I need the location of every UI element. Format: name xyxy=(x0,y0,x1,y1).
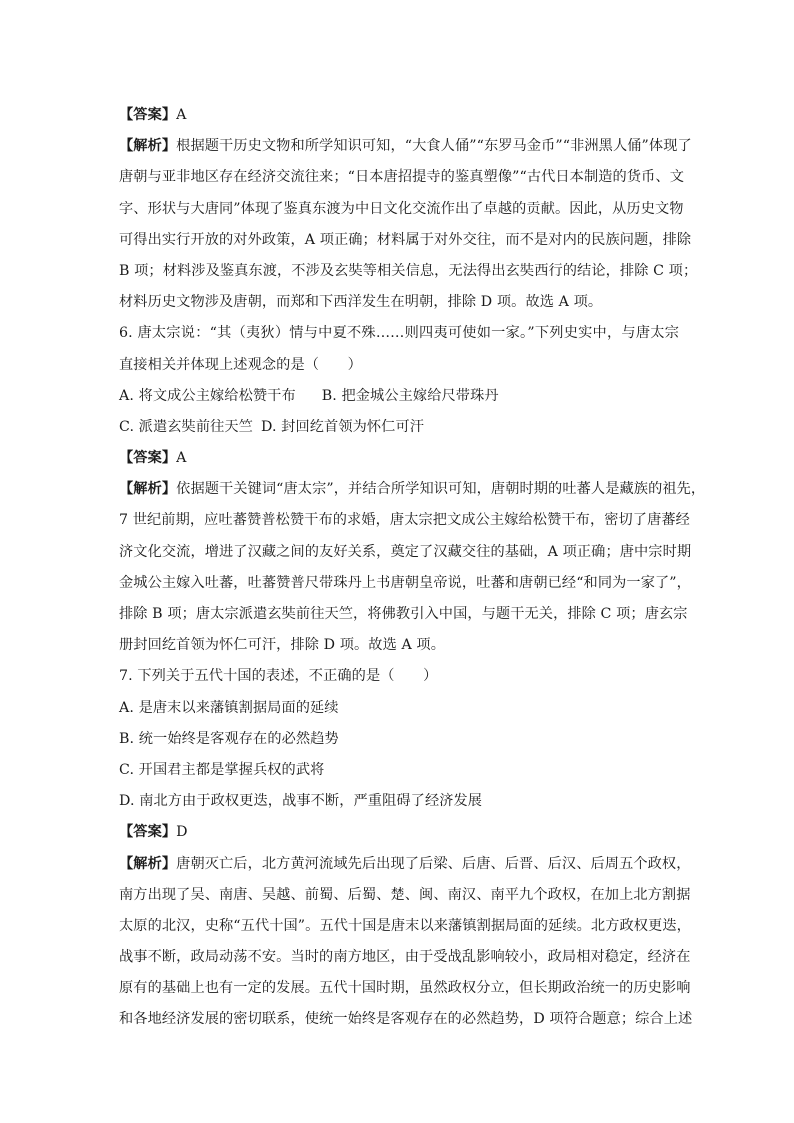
answer-value: A xyxy=(176,107,187,123)
analysis-line xyxy=(119,474,706,505)
answer-line xyxy=(119,443,679,474)
answer-tag: 【答案】 xyxy=(119,107,177,123)
analysis-line: 唐朝与亚非地区存在经济交流往来；“日本唐招提寺的鉴真塑像”“古代日本制造的货币、文 xyxy=(119,169,684,186)
analysis-line: 太原的北汉，史称“五代十国”。五代十国是唐末以来藩镇割据局面的延续。北方政权更迭， xyxy=(119,917,691,934)
analysis-line: 南方出现了吴、南唐、吴越、前蜀、后蜀、楚、闽、南汉、南平九个政权，在加上北方割据 xyxy=(119,886,691,903)
answer-line xyxy=(119,817,679,848)
answer-line xyxy=(119,100,679,131)
analysis-line: 字、形状与大唐同”体现了鉴真东渡为中日文化交流作出了卓越的贡献。因此，从历史文物 xyxy=(119,200,684,217)
analysis-line: 济文化交流，增进了汉藏之间的友好关系，奠定了汉藏交往的基础，A 项正确；唐中宗时期 xyxy=(119,543,692,560)
option-d: D. 南北方由于政权更迭，战事不断，严重阻碍了经济发展 xyxy=(119,793,483,810)
option-c: C. 派遣玄奘前往天竺 xyxy=(119,418,253,435)
answer-value: D xyxy=(176,824,188,841)
analysis-tag: 【解析】 xyxy=(119,855,177,872)
analysis-line: 可得出实行开放的对外政策，A 项正确；材料属于对外交往，而不是对内的民族问题，排除 xyxy=(119,231,692,248)
analysis-line: 和各地经济发展的密切联系，使统一始终是客观存在的必然趋势，D 项符合题意；综合上述 xyxy=(119,1011,693,1028)
analysis-line: 册封回纥首领为怀仁可汗，排除 D 项。故选 A 项。 xyxy=(119,637,446,654)
answer-tag: 【答案】 xyxy=(119,824,177,841)
option-a: A. 是唐末以来藩镇割据局面的延续 xyxy=(119,699,339,716)
option-c: C. 开国君主都是掌握兵权的武将 xyxy=(119,761,325,778)
analysis-line: 金城公主嫁入吐蕃，吐蕃赞普尺带珠丹上书唐朝皇帝说，吐蕃和唐朝已经“和同为一家了”， xyxy=(119,574,691,591)
analysis-tag: 【解析】 xyxy=(119,138,177,155)
question-stem: 7. 下列关于五代十国的表述，不正确的是（ ） xyxy=(119,668,438,685)
analysis-line xyxy=(119,131,692,162)
option-b: B. 统一始终是客观存在的必然趋势 xyxy=(119,730,339,747)
question-stem: 6. 唐太宗说：“其（夷狄）情与中夏不殊……则四夷可使如一家。”下列史实中，与唐太宗 xyxy=(119,325,679,342)
option-d: D. 封回纥首领为怀仁可汗 xyxy=(260,418,425,435)
answer-tag: 【答案】 xyxy=(119,450,177,467)
option-row xyxy=(119,412,679,443)
analysis-text: 唐朝灭亡后，北方黄河流域先后出现了后梁、后唐、后晋、后汉、后周五个政权， xyxy=(176,855,691,872)
option-row xyxy=(119,381,679,412)
analysis-line: 材料历史文物涉及唐朝，而郑和下西洋发生在明朝，排除 D 项。故选 A 项。 xyxy=(119,294,603,311)
answer-value: A xyxy=(176,450,187,467)
analysis-tag: 【解析】 xyxy=(119,481,177,498)
option-a: A. 将文成公主嫁给松赞干布 xyxy=(119,387,296,404)
analysis-line: 原有的基础上也有一定的发展。五代十国时期，虽然政权分立，但长期政治统一的历史影响 xyxy=(119,980,691,997)
analysis-text: 依据题干关键词“唐太宗”，并结合所学知识可知，唐朝时期的吐蕃人是藏族的祖先， xyxy=(176,481,706,498)
analysis-line xyxy=(119,849,691,880)
option-b: B. 把金城公主嫁给尺带珠丹 xyxy=(321,387,499,404)
analysis-line: 7 世纪前期，应吐蕃赞普松赞干布的求婚，唐太宗把文成公主嫁给松赞干布，密切了唐蕃经 xyxy=(119,512,690,529)
analysis-line: 战事不断，政局动荡不安。当时的南方地区，由于受战乱影响较小，政局相对稳定，经济在 xyxy=(119,949,691,966)
document-page xyxy=(119,100,706,1036)
question-stem: 直接相关并体现上述观念的是（ ） xyxy=(119,356,362,373)
analysis-line: 排除 B 项；唐太宗派遣玄奘前往天竺，将佛教引入中国，与题干无关，排除 C 项；唐玄宗 xyxy=(119,606,688,622)
analysis-text: 根据题干历史文物和所学知识可知，“大食人俑”“东罗马金币”“非洲黑人俑”体现了 xyxy=(176,138,692,155)
analysis-line: B 项；材料涉及鉴真东渡，不涉及玄奘等相关信息，无法得出玄奘西行的结论，排除 C 项； xyxy=(119,262,698,279)
